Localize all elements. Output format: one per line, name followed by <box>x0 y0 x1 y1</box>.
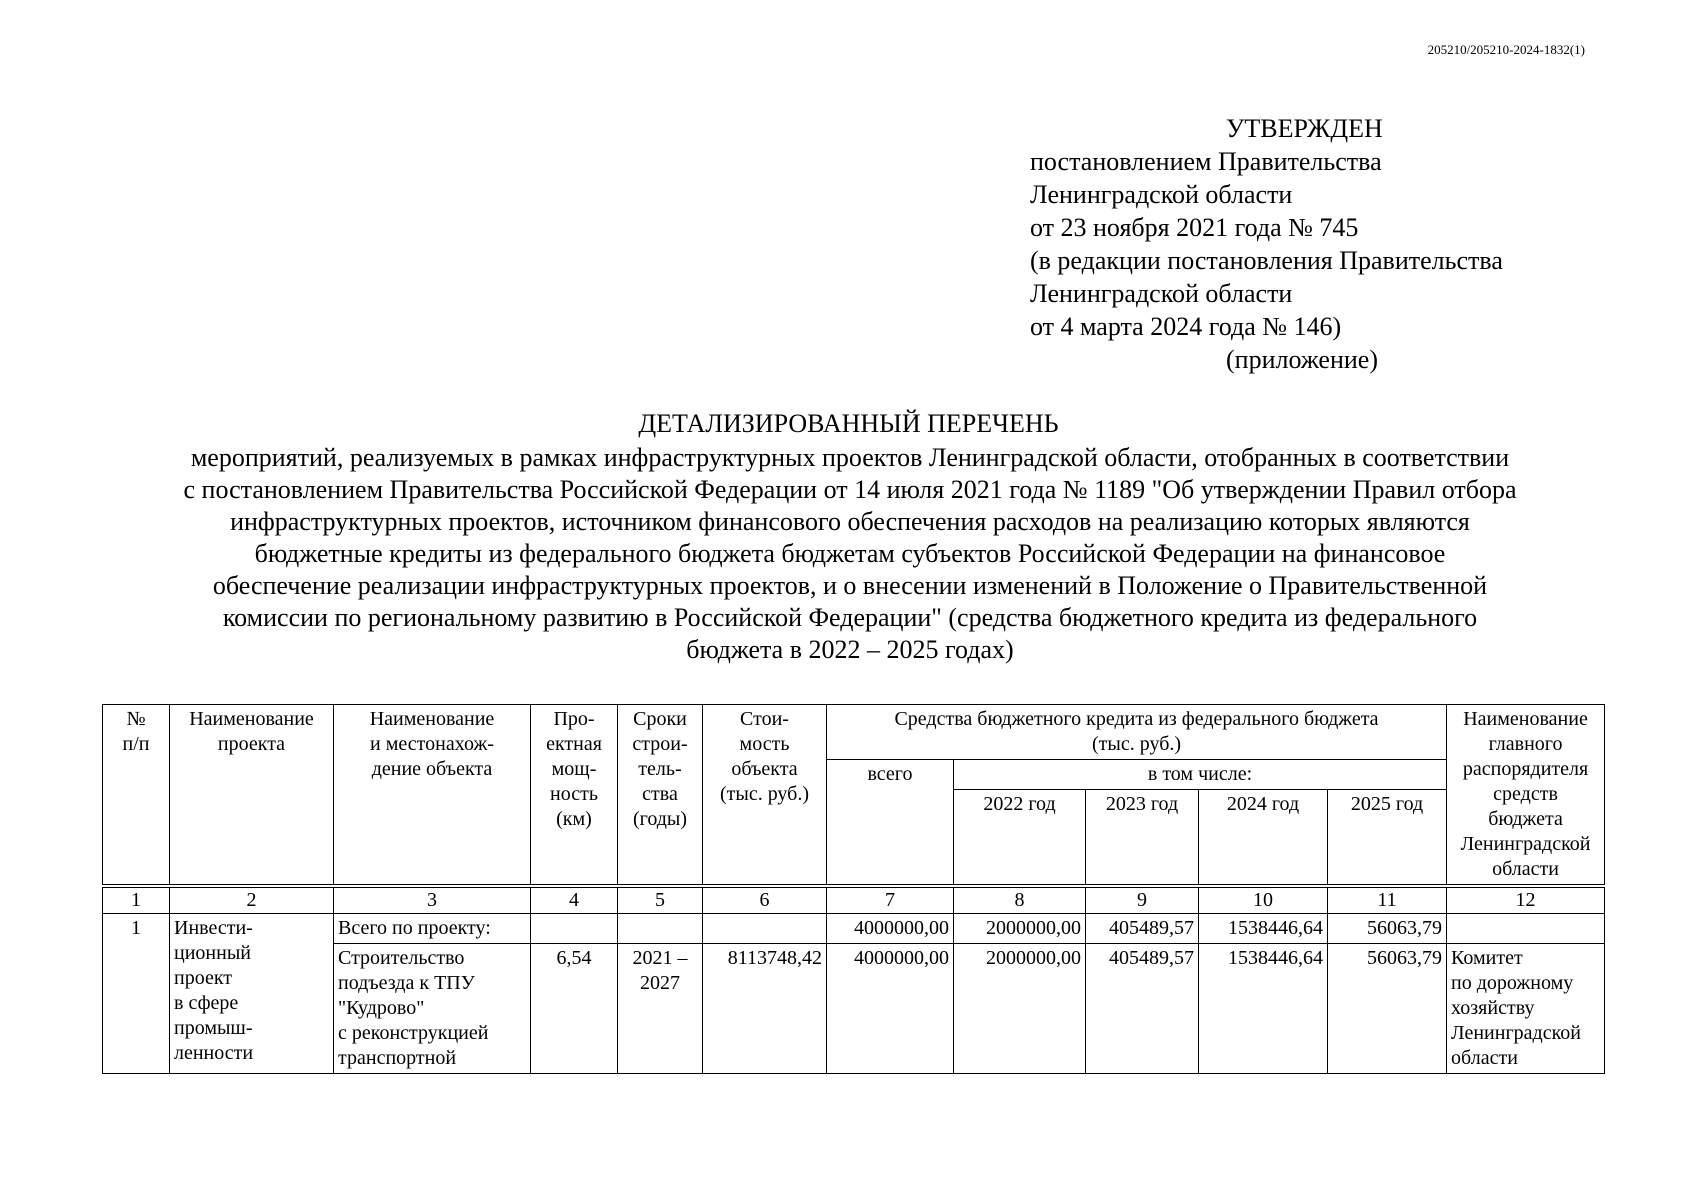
approval-line: Ленинградской области <box>1030 279 1293 308</box>
header-including: в том числе: <box>954 760 1447 790</box>
header-object: Наименование и местонахож- дение объекта <box>334 705 531 885</box>
column-number: 11 <box>1328 888 1447 914</box>
empty-cell <box>618 914 703 944</box>
header-year-2025: 2025 год <box>1328 790 1447 885</box>
header-row <box>103 705 1605 760</box>
subtitle-line: обеспечение реализации инфраструктурных проектов, и о внесении изменений в Положение о Правительственной <box>212 571 1488 600</box>
column-number: 6 <box>703 888 827 914</box>
row-number: 1 <box>103 914 170 1074</box>
column-number: 7 <box>827 888 954 914</box>
amount-2024: 1538446,64 <box>1199 944 1328 1074</box>
header-credit: Средства бюджетного кредита из федерального бюджета (тыс. руб.) <box>827 705 1447 760</box>
approval-line: от 4 марта 2024 года № 146) <box>1030 312 1342 341</box>
column-number: 4 <box>531 888 618 914</box>
amount-2023: 405489,57 <box>1086 914 1199 944</box>
header-year-2022: 2022 год <box>954 790 1086 885</box>
subtitle-line: бюджетные кредиты из федерального бюджета бюджетам субъектов Российской Федерации на финансовое <box>254 539 1446 568</box>
column-number: 10 <box>1199 888 1328 914</box>
approval-heading: УТВЕРЖДЕН <box>1226 114 1383 143</box>
approval-line: (в редакции постановления Правительства <box>1030 246 1503 275</box>
amount-2022: 2000000,00 <box>954 914 1086 944</box>
total-amount: 4000000,00 <box>827 914 954 944</box>
header-terms: Сроки строи- тель- ства (годы) <box>618 705 703 885</box>
header-year-2024: 2024 год <box>1199 790 1328 885</box>
approval-line: от 23 ноября 2021 года № 745 <box>1030 213 1359 242</box>
object-name: Строительство подъезда к ТПУ "Кудрово" с реконструкцией транспортной <box>334 944 531 1074</box>
column-number: 5 <box>618 888 703 914</box>
subtitle-line: инфраструктурных проектов, источником финансового обеспечения расходов на реализацию которых являются <box>230 507 1470 536</box>
subtitle-line: мероприятий, реализуемых в рамках инфраструктурных проектов Ленинградской области, отобранных в соответствии <box>190 443 1510 472</box>
approval-stamp <box>1030 112 1503 376</box>
empty-cell <box>1447 914 1605 944</box>
project-name: Инвести- ционный проект в сфере промыш- ленности <box>170 914 334 1074</box>
subtitle-line: бюджета в 2022 – 2025 годах) <box>686 635 1014 664</box>
approval-line: Ленинградской области <box>1030 180 1293 209</box>
document-title: ДЕТАЛИЗИРОВАННЫЙ ПЕРЕЧЕНЬ <box>638 409 1059 438</box>
column-number: 8 <box>954 888 1086 914</box>
amount-2023: 405489,57 <box>1086 944 1199 1074</box>
table-row-total <box>103 914 1605 944</box>
projects-table <box>102 704 1605 1074</box>
column-number: 1 <box>103 888 170 914</box>
amount-2025: 56063,79 <box>1328 914 1447 944</box>
approval-appendix: (приложение) <box>1226 345 1379 374</box>
manager-name: Комитет по дорожному хозяйству Ленинградской области <box>1447 944 1605 1074</box>
column-number: 9 <box>1086 888 1199 914</box>
header-capacity: Про- ектная мощ- ность (км) <box>531 705 618 885</box>
object-cost: 8113748,42 <box>703 944 827 1074</box>
total-label: Всего по проекту: <box>334 914 531 944</box>
total-amount: 4000000,00 <box>827 944 954 1074</box>
header-year-2023: 2023 год <box>1086 790 1199 885</box>
subtitle-line: комиссии по региональному развитию в Российской Федерации" (средства бюджетного кредита из федерального <box>222 603 1478 632</box>
object-terms: 2021 – 2027 <box>618 944 703 1074</box>
document-number: 205210/205210-2024-1832(1) <box>1427 42 1585 57</box>
amount-2025: 56063,79 <box>1328 944 1447 1074</box>
object-capacity: 6,54 <box>531 944 618 1074</box>
header-total: всего <box>827 760 954 885</box>
header-manager: Наименование главного распорядителя средств бюджета Ленинградской области <box>1447 705 1605 885</box>
column-numbers-row <box>103 888 1605 914</box>
subtitle-line: с постановлением Правительства Российской Федерации от 14 июля 2021 года № 1189 "Об утверждении Правил отбора <box>183 475 1517 504</box>
column-number: 2 <box>170 888 334 914</box>
column-number: 12 <box>1447 888 1605 914</box>
column-number: 3 <box>334 888 531 914</box>
document-subtitle <box>110 442 1590 666</box>
header-cost: Стои- мость объекта (тыс. руб.) <box>703 705 827 885</box>
empty-cell <box>703 914 827 944</box>
approval-line: постановлением Правительства <box>1030 147 1382 176</box>
header-num: № п/п <box>103 705 170 885</box>
amount-2022: 2000000,00 <box>954 944 1086 1074</box>
empty-cell <box>531 914 618 944</box>
header-project: Наименование проекта <box>170 705 334 885</box>
amount-2024: 1538446,64 <box>1199 914 1328 944</box>
